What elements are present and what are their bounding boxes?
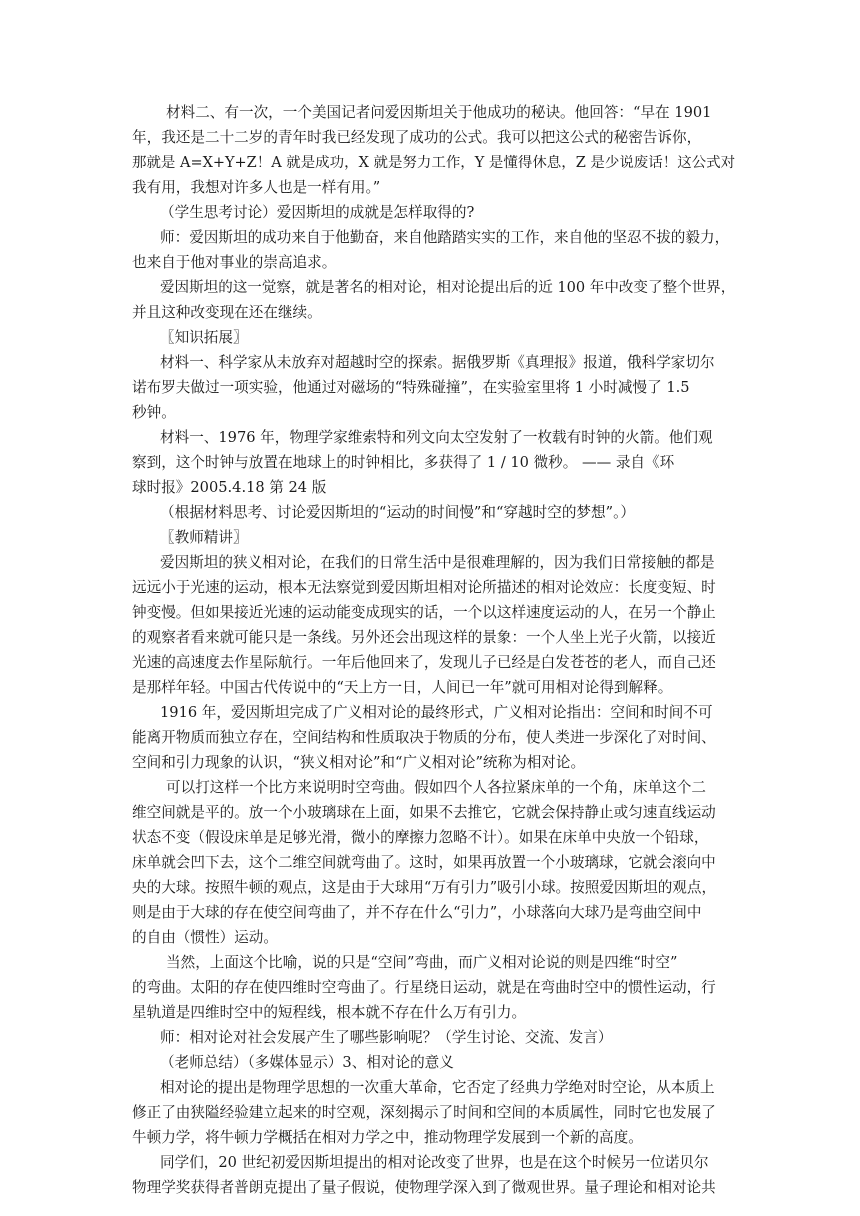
text-line: 当然，上面这个比喻，说的只是“空间”弯曲，而广义相对论说的则是四维“时空”: [166, 954, 678, 971]
text-line: （学生思考讨论）爱因斯坦的成就是怎样取得的?: [160, 204, 475, 221]
text-line: 远远小于光速的运动，根本无法察觉到爱因斯坦相对论所描述的相对论效应：长度变短、时: [132, 579, 716, 596]
text-line: 爱因斯坦的这一觉察，就是著名的相对论，相对论提出后的近 100 年中改变了整个世界，: [160, 279, 736, 296]
text-line: 是那样年轻。中国古代传说中的“天上方一日，人间已一年”就可用相对论得到解释。: [132, 679, 673, 696]
text-line: 材料一、1976 年，物理学家维索特和列文向太空发射了一枚载有时钟的火箭。他们观: [160, 429, 713, 446]
text-line: 相对论的提出是物理学思想的一次重大革命，它否定了经典力学绝对时空论，从本质上: [160, 1079, 715, 1096]
text-line: 的自由（惯性）运动。: [132, 929, 278, 946]
text-line: 年，我还是二十二岁的青年时我已经发现了成功的公式。我可以把这公式的秘密告诉你，: [132, 129, 702, 146]
text-line: 的观察者看来就可能只是一条线。另外还会出现这样的景象：一个人坐上光子火箭，以接近: [132, 629, 716, 646]
text-line: 的弯曲。太阳的存在使四维时空弯曲了。行星绕日运动，就是在弯曲时空中的惯性运动，行: [132, 979, 716, 996]
text-line: 我有用，我想对许多人也是一样有用。”: [132, 179, 381, 196]
text-line: 状态不变（假设床单是足够光滑，微小的摩擦力忽略不计）。如果在床单中央放一个铅球，: [132, 829, 709, 846]
text-line: 光速的高速度去作星际航行。一年后他回来了，发现儿子已经是白发苍苍的老人，而自己还: [132, 654, 716, 671]
text-line: （老师总结）（多媒体显示）3、相对论的意义: [160, 1054, 454, 1071]
text-line: 1916 年，爱因斯坦完成了广义相对论的最终形式，广义相对论指出：空间和时间不可: [160, 704, 713, 721]
text-line: 也来自于他对事业的崇高追求。: [132, 254, 337, 271]
text-line: （根据材料思考、讨论爱因斯坦的“运动的时间慢”和“穿越时空的梦想”。）: [160, 504, 635, 521]
text-line: 材料二、有一次，一个美国记者问爱因斯坦关于他成功的秘诀。他回答：“早在 1901: [166, 104, 712, 121]
text-line: 可以打这样一个比方来说明时空弯曲。假如四个人各拉紧床单的一个角，床单这个二: [166, 779, 706, 796]
text-line: 诺布罗夫做过一项实验，他通过对磁场的“特殊碰撞”，在实验室里将 1 小时减慢了 1.5: [132, 379, 690, 396]
text-line: 空间和引力现象的认识，“狭义相对论”和“广义相对论”统称为相对论。: [132, 754, 586, 771]
text-line: 并且这种改变现在还在继续。: [132, 304, 322, 321]
text-line: 则是由于大球的存在使空间弯曲了，并不存在什么“引力”，小球落向大球乃是弯曲空间中: [132, 904, 702, 921]
text-line: 球时报》2005.4.18 第 24 版: [132, 479, 327, 496]
text-line: 床单就会凹下去，这个二维空间就弯曲了。这时，如果再放置一个小玻璃球，它就会滚向中: [132, 854, 716, 871]
text-line: 维空间就是平的。放一个小玻璃球在上面，如果不去推它，它就会保持静止或匀速直线运动: [132, 804, 716, 821]
text-line: 星轨道是四维时空中的短程线，根本就不存在什么万有引力。: [132, 1004, 527, 1021]
text-line: 同学们，20 世纪初爱因斯坦提出的相对论改变了世界，也是在这个时候另一位诺贝尔: [160, 1154, 709, 1171]
text-line: 材料一、科学家从未放弃对超越时空的探索。据俄罗斯《真理报》报道，俄科学家切尔: [160, 354, 715, 371]
text-line: 物理学奖获得者普朗克提出了量子假说，使物理学深入到了微观世界。量子理论和相对论共: [132, 1179, 716, 1196]
text-line: 牛顿力学，将牛顿力学概括在相对力学之中，推动物理学发展到一个新的高度。: [132, 1129, 643, 1146]
section-heading: 〖教师精讲〗: [160, 529, 248, 546]
text-line: 秒钟。: [132, 404, 176, 421]
text-line: 那就是 A=X+Y+Z！A 就是成功，X 就是努力工作，Y 是懂得休息，Z 是少说废话！这公式对: [132, 155, 736, 171]
text-line: 爱因斯坦的狭义相对论，在我们的日常生活中是很难理解的，因为我们日常接触的都是: [160, 554, 715, 571]
text-line: 钟变慢。但如果接近光速的运动能变成现实的话，一个以这样速度运动的人，在另一个静止: [132, 604, 716, 621]
section-heading: 〖知识拓展〗: [160, 329, 248, 346]
text-line: 能离开物质而独立存在，空间结构和性质取决于物质的分布，使人类进一步深化了对时间、: [132, 729, 716, 746]
text-line: 修正了由狭隘经验建立起来的时空观，深刻揭示了时间和空间的本质属性，同时它也发展了: [132, 1104, 716, 1121]
text-line: 师：相对论对社会发展产生了哪些影响呢？（学生讨论、交流、发言）: [160, 1029, 613, 1046]
text-line: 央的大球。按照牛顿的观点，这是由于大球用“万有引力”吸引小球。按照爱因斯坦的观点，: [132, 879, 717, 896]
text-line: 师：爱因斯坦的成功来自于他勤奋，来自他踏踏实实的工作，来自他的坚忍不拔的毅力，: [160, 229, 730, 246]
text-line: 察到，这个时钟与放置在地球上的时钟相比，多获得了 1 / 10 微秒。 —— 录自《环: [132, 454, 675, 471]
